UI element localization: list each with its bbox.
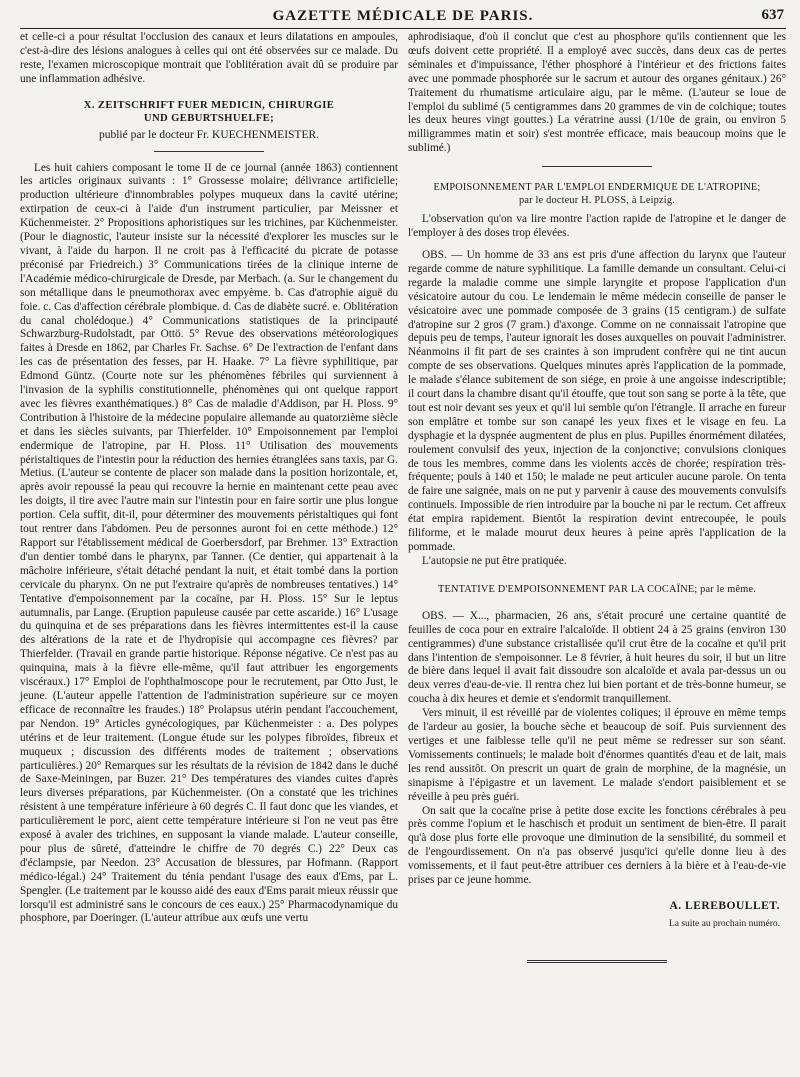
section-title-line-1: X. ZEITSCHRIFT FUER MEDICIN, CHIRURGIE	[83, 99, 335, 111]
article-heading-atropine	[408, 181, 786, 207]
paragraph-summary: Les huit cahiers composant le tome II de ce journal (année 1863) contiennent les articles originaux suivants : 1° Grossesse molaire; délivrance artificielle; production ultérieure d'innombrables polypes muqueux dans la cavité utérine; extirpation de ceux-ci à l'aide d'un instrument particulier, par Meissner et Küchenmeister. 2° Propositions aphoristiques sur les trichines, par Küchenmeister. (Pour le diagnostic, l'auteur insiste sur la nécessité d'explorer les muscles sur le vivant, à l'aide du harpon. Il ne croit pas à l'efficacité du picrate de potasse préconisé par Friedreich.) 3° Communications tirées de la clinique interne de l'Académie médico-chirurgicale de Dresde, par Merbach. (a. Sur le changement du son métallique dans le pneumothorax avec empyème. b. Cas d'atrophie aiguë du foie. c. Cas d'affection cérébrale plombique. d. Cas de diabète sucré. e. Oblitération du canal cholédoque.) 4° Communications statistiques de la principauté Schwarzburg-Rudolstadt, par Ottö. 5° Revue des observations météorologiques faites à Dresde en 1862, par Charles Fr. Sachse. 6° De l'extraction de l'enfant dans les cas de présentation des fesses, par H. Haake. 7° La fièvre syphilitique, par Edmond Güntz. (Courte note sur les phénomènes fébriles qui surviennent à l'invasion de la syphilis constitutionnelle, phénomènes qui ont quelque rapport avec les fièvres exanthématiques.) 8° Cas de maladie d'Addison, par H. Ploss. 9° Contribution à l'histoire de la médecine populaire allemande au quatorzième siècle et dans les siècles suivants, par Thierfelder. 10° Empoisonnement par l'emploi endermique de l'atropine, par H. Ploss. 11° Utilisation des mouvements péristaltiques de l'intestin pour la réduction des hernies étranglées sans taxis, par G. Metius. (L'auteur se contente de placer son malade dans la position horizontale, et, après avoir repoussé la peau qui recouvre la hernie en maintenant cette peau avec les doigts, il tire avec l'autre main sur l'intestin pour en faire sortir une plus longue portion. Cela suffit, dit-il, pour déterminer des mouvements péristaltiques qui font tout rentrer dans l'abdomen. Peu de personnes auront foi en cette méthode.) 12° Rapport sur l'établissement médical de Goerbersdorf, par Brehmer. 13° Extraction d'un dentier tombé dans le pharynx, par Tanner. (Ce dentier, qui appartenait à la mâchoire inférieure, s'était détaché pendant la nuit, et était tombé dans la portion cervicale du pharynx. On ne put l'extraire qu'après de nombreuses tentatives.) 14° Tentative d'empoisonnement par la cocaïne, par H. Ploss. 15° Sur le leptus autumnalis, par Lange. (Eruption papuleuse causée par cette ascaride.) 16° L'usage du quinquina et de ses préparations dans les fièvres intermittentes est-il la cause des altérations de la rate et de l'hydropisie qui accompagne ces fièvres? par Thierfelder. (Travail en grande partie historique. Réponse négative. Ce n'est pas au quinquina, mais à la fièvre elle-même, qu'il faut attribuer les engorgements viscéraux.) 17° Emploi de l'ophthalmoscope pour le recrutement, par Otto Just, le jeune. (L'auteur appelle l'attention de l'administration supérieure sur ce moyen efficace de reconnaître les fraudes.) 18° Prolapsus utérin pendant l'accouchement, par Nendon. 19° Articles gynécologiques, par Küchenmeister : a. Des polypes utérins et de leur traitement. (Longue étude sur les polypes fibroïdes, fibreux et muqueux ; discussion des différents modes de traitement ; observations particulières.) 20° Remarques sur les résultats de la révision de 1842 dans le duché de Saxe-Meiningen, par Buzer. 21° Des températures des viandes cuites d'après leurs diverses préparations, par Küchenmeister. (On a constaté que les trichines résistent à une température inférieure à 60 degrés C. Il faut donc que les viandes, et particulièrement le porc, aient cette température intérieure si l'on ne veut pas être exposé à avaler des trichines, en supposant la viande malade. L'auteur conseille, pour plus de sûreté, d'atteindre le chiffre de 70 degrés C.) 22° Deux cas d'éclampsie, par Needon. 23° Accusation de blessures, par Hofmann. (Rapport médico-légal.) 24° Traitement du ténia pendant l'usage des eaux d'Ems, par L. Spengler. (Le traitement par le kousso aidé des eaux d'Ems parait mieux réussir que lorsqu'il est administré sans le concours de ces eaux.) 25° Pharmacodynamique du phosphore, par Doeringer. (L'auteur attribue aux œufs une vertu	[20, 161, 398, 925]
section-title-line-2: UND GEBURTSHUELFE;	[143, 112, 275, 124]
section-title	[20, 99, 398, 125]
page-number: 637	[761, 7, 784, 23]
paragraph-continued: aphrodisiaque, d'où il conclut que c'est au phosphore qu'ils contiennent que les œufs doivent cette propriété. Il a employé avec succès, dans deux cas de pertes séminales et d'impuissance, l'éther phosphoré à l'intérieur et des frictions faites avec une pommade phosphorée sur le sacrum et autour des organes génitaux.) 26° Traitement du rhumatisme articulaire aigu, par le même. (L'auteur se loue de l'emploi du sublimé (5 centigrammes dans 20 grammes de vin de colchique; toutes les deux heures vingt gouttes.) La vératrine aussi (1/10e de grain, ou environ 5 milligrammes matin et soir) s'est montrée efficace, mais beaucoup moins que le sublimé.)	[408, 31, 786, 155]
paragraph-observation-2: OBS. — X..., pharmacien, 26 ans, s'était procuré une certaine quantité de feuilles de coca pour en extraire l'alcaloïde. Il obtient 24 à 25 grains (environ 130 centigrammes) d'une substance cristallisée qu'il crut être de la cocaïne et qu'il prit dans l'intention de s'empoisonner. Le 8 février, à huit heures du soir, il but un litre de bière dans lequel il avait fait dissoudre son alcaloïde et avala par-dessus un ou deux verres d'eau-de-vie. Il rentra chez lui bien portant et de très-bonne humeur, se coucha à dix heures et demie et s'endormit tranquillement.	[408, 609, 786, 706]
section-byline: publié par le docteur Fr. KUECHENMEISTER.	[98, 128, 320, 141]
article-heading-line-1: EMPOISONNEMENT PAR L'EMPLOI ENDERMIQUE DE L'ATROPINE;	[433, 182, 761, 194]
left-column	[20, 31, 398, 963]
page-header	[20, 6, 786, 29]
paragraph-known: On sait que la cocaïne prise à petite dose excite les fonctions cérébrales à peu près comme l'opium et le haschisch et produit un sentiment de bien-être. Il parait qu'à dose plus forte elle provoque une diminution de la sensibilité, du sommeil et de l'engourdissement. On n'a pas observé jusqu'ici qu'elle donne lieu à des vomissements, et il faut peut-être attribuer ces derniers à la bière et à l'eau-de-vie prises par ce jeune homme.	[408, 804, 786, 887]
article-heading-line-2: par le docteur H. PLOSS, à Leipzig.	[519, 195, 675, 207]
paragraph-lead: L'observation qu'on va lire montre l'action rapide de l'atropine et le danger de l'employer à des doses trop élevées.	[408, 213, 786, 240]
text-columns	[20, 31, 786, 963]
end-divider	[527, 960, 667, 963]
divider	[154, 151, 264, 152]
paragraph-intro: et celle-ci a pour résultat l'occlusion des canaux et leurs dilatations en ampoules, c'est-à-dire des lésions analogues à celles qui ont été observées sur ce malade. Du reste, l'examen microscopique montrait que l'oblitération avait dû se produire par une inflammation adhésive.	[20, 31, 398, 85]
author-signature: A. LEREBOULLET.	[669, 899, 780, 912]
article-heading-cocaine: TENTATIVE D'EMPOISONNEMENT PAR LA COCAÏNE; par le même.	[437, 583, 757, 595]
paragraph-observation-1: OBS. — Un homme de 33 ans est pris d'une affection du larynx que l'auteur regarde comme de nature syphilitique. La famille demande un consultant. Celui-ci regarde la maladie comme une simple laryngite et propose l'application d'un vésicatoire autour du cou. Le lendemain le même médecin conseille de panser le vésicatoire avec une pommade composée de 3 grains (15 centigram.) de sulfate d'atropine sur 2 gros (7 gram.) d'axonge. Comme on ne connaissait l'atropine que depuis peu de temps, l'auteur ignorait les doses auxquelles on pouvait l'administrer. Néanmoins il fit part de ses craintes à son imprudent confrère qui ne tint aucun compte de ses observations. Quelques minutes après l'application de la pommade, le malade s'élance subitement de son siége, en proie à une angoisse indescriptible; il court dans la chambre disant qu'il étouffe, que tout son sang se porte à la tête, que tout est noir devant ses yeux et qu'il lui semble qu'on l'étrangle. Il arrache en fureur son emplâtre et tombe sur son canapé les yeux fixes et le visage en feu. La dysphagie et la dyspnée augmentent de plus en plus. Pupilles énormément dilatées, roulement convulsif des yeux, injection de la conjonctive; convulsions cloniques de tous les membres, comme dans les violents accès de chorée; respiration très-fréquente; pouls à 140 et 150; le malade ne peut articuler aucune parole. On tenta de faire une saignée, mais on ne put y parvenir à cause des mouvements convulsifs continuels. Impossible de rien introduire par la bouche ni par le rectum. Cet affreux état empira rapidement. Bientôt la respiration devint entrecoupée, le pouls filiforme, et le malade mourut deux heures à peine après l'application de la pommade.	[408, 248, 786, 553]
to-be-continued: La suite au prochain numéro.	[668, 918, 780, 929]
divider	[542, 166, 652, 167]
journal-title: GAZETTE MÉDICALE DE PARIS.	[272, 8, 534, 24]
right-column	[408, 31, 786, 963]
paragraph-autopsy: L'autopsie ne put être pratiquée.	[422, 554, 567, 567]
paragraph-night: Vers minuit, il est réveillé par de violentes coliques; il éprouve en même temps de l'ardeur au gosier, la bouche sèche et beaucoup de soif. Puis surviennent des vertiges et une faiblesse telle qu'il ne peut même se redresser sur son séant. Vomissements continuels; le malade boit d'énormes quantités d'eau et de lait, mais les rend aussitôt. On prescrit un quart de grain de morphine, de la magnésie, un sinapisme à l'épigastre et un lavement. Le malade s'endort paisiblement et se réveille à peu près guéri.	[408, 707, 786, 803]
